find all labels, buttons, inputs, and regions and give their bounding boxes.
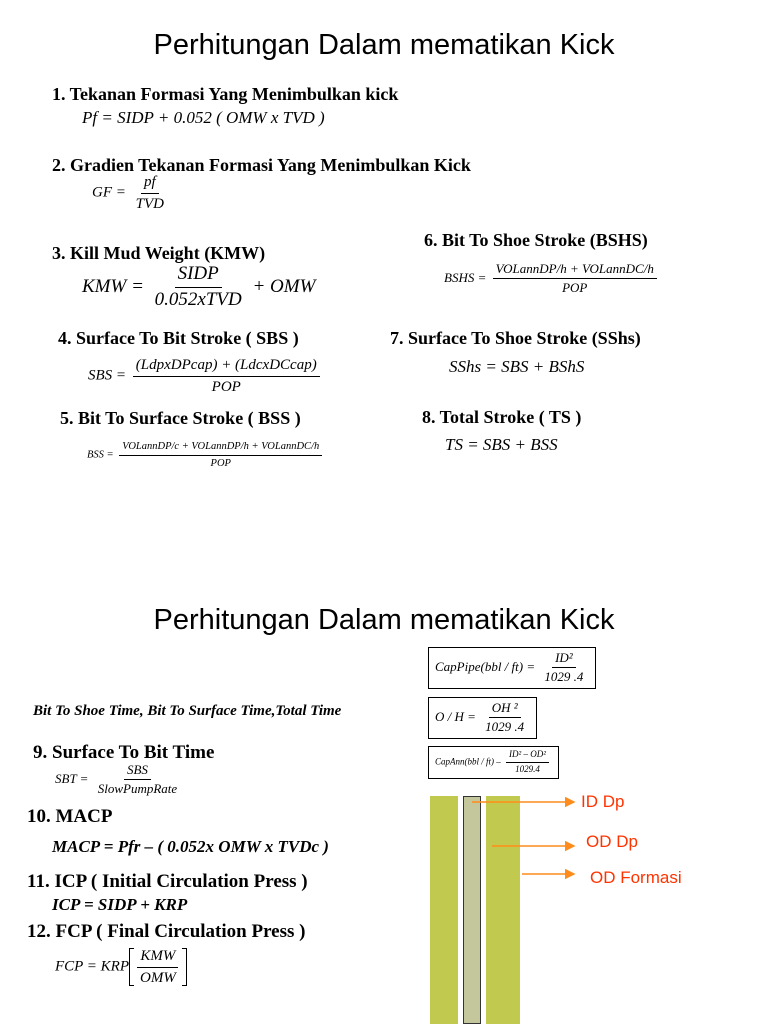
- heading-gradient: 2. Gradien Tekanan Formasi Yang Menimbulkan Kick: [52, 155, 471, 175]
- cap-ann-lhs: CapAnn(bbl / ft) –: [435, 756, 501, 767]
- fcp-lhs: FCP = KRP: [55, 958, 130, 975]
- heading-bss: 5. Bit To Surface Stroke ( BSS ): [60, 408, 301, 428]
- equation-ts: TS = SBS + BSS: [445, 435, 558, 454]
- equation-icp: ICP = SIDP + KRP: [52, 895, 188, 914]
- cap-ann-box: [428, 746, 559, 779]
- equation-fcp: [55, 948, 187, 986]
- label-id-dp: ID Dp: [581, 792, 625, 811]
- sbt-denominator: SlowPumpRate: [97, 781, 178, 797]
- bshs-lhs: BSHS =: [444, 269, 487, 285]
- heading-sbt: 9. Surface To Bit Time: [33, 742, 215, 763]
- equation-sbs: [88, 357, 323, 395]
- heading-sshs: 7. Surface To Shoe Stroke (SShs): [390, 328, 641, 348]
- cap-pipe-denominator: 1029 .4: [544, 669, 584, 685]
- heading-total-stroke: 8. Total Stroke ( TS ): [422, 407, 582, 427]
- label-od-dp: OD Dp: [586, 832, 638, 851]
- time-subtitle: Bit To Shoe Time, Bit To Surface Time,Total Time: [33, 703, 342, 719]
- equation-gf: [92, 174, 170, 212]
- cap-ann-numerator: ID² – OD²: [506, 750, 549, 763]
- equation-sshs: SShs = SBS + BShS: [449, 357, 585, 376]
- formation-left: [430, 796, 458, 1024]
- gf-lhs: GF =: [92, 184, 126, 201]
- open-hole-box: [428, 697, 537, 739]
- sbt-lhs: SBT =: [55, 770, 89, 786]
- heading-kmw: 3. Kill Mud Weight (KMW): [52, 243, 266, 263]
- kmw-denominator: 0.052xTVD: [154, 288, 242, 310]
- kmw-numerator: SIDP: [175, 264, 222, 288]
- gf-numerator: pf: [141, 174, 159, 194]
- slide1-title: Perhitungan Dalam mematikan Kick: [153, 29, 615, 61]
- cap-pipe-numerator: ID²: [552, 651, 576, 668]
- heading-icp: 11. ICP ( Initial Circulation Press ): [27, 871, 308, 892]
- equation-bss: [87, 441, 325, 469]
- equation-pf: Pf = SIDP + 0.052 ( OMW x TVD ): [82, 108, 325, 127]
- sbs-lhs: SBS =: [88, 367, 127, 384]
- gf-denominator: TVD: [135, 195, 164, 212]
- kmw-lhs: KMW =: [82, 275, 144, 297]
- bss-numerator: VOLannDP/c + VOLannDP/h + VOLannDC/h: [119, 441, 322, 456]
- equation-macp: MACP = Pfr – ( 0.052x OMW x TVDc ): [52, 837, 329, 856]
- equation-sbt: [55, 763, 183, 797]
- bshs-denominator: POP: [562, 280, 588, 296]
- fcp-denominator: OMW: [140, 969, 176, 986]
- sbs-denominator: POP: [211, 378, 241, 395]
- kmw-rhs: + OMW: [252, 275, 316, 297]
- slide2-title: Perhitungan Dalam mematikan Kick: [153, 604, 615, 636]
- open-hole-numerator: OH ²: [489, 701, 521, 718]
- equation-kmw: [82, 264, 315, 311]
- annotation-arrows: [470, 790, 580, 890]
- sbt-numerator: SBS: [124, 763, 151, 780]
- open-hole-denominator: 1029 .4: [485, 719, 525, 735]
- fcp-numerator: KMW: [137, 948, 178, 968]
- equation-bshs: [444, 262, 660, 296]
- open-hole-lhs: O / H =: [435, 708, 476, 724]
- cap-ann-denominator: 1029.4: [515, 763, 540, 774]
- bshs-numerator: VOLannDP/h + VOLannDC/h: [493, 262, 657, 279]
- heading-sbs: 4. Surface To Bit Stroke ( SBS ): [58, 328, 299, 348]
- bss-denominator: POP: [210, 457, 231, 469]
- cap-pipe-box: [428, 647, 596, 689]
- heading-formation-pressure: 1. Tekanan Formasi Yang Menimbulkan kick: [52, 84, 399, 104]
- heading-fcp: 12. FCP ( Final Circulation Press ): [27, 921, 306, 942]
- sbs-numerator: (LdpxDPcap) + (LdcxDCcap): [133, 357, 320, 377]
- bss-lhs: BSS =: [87, 449, 114, 461]
- cap-pipe-lhs: CapPipe(bbl / ft) =: [435, 658, 536, 674]
- heading-macp: 10. MACP: [27, 806, 113, 827]
- heading-bshs: 6. Bit To Shoe Stroke (BSHS): [424, 230, 648, 250]
- label-od-formasi: OD Formasi: [590, 868, 682, 887]
